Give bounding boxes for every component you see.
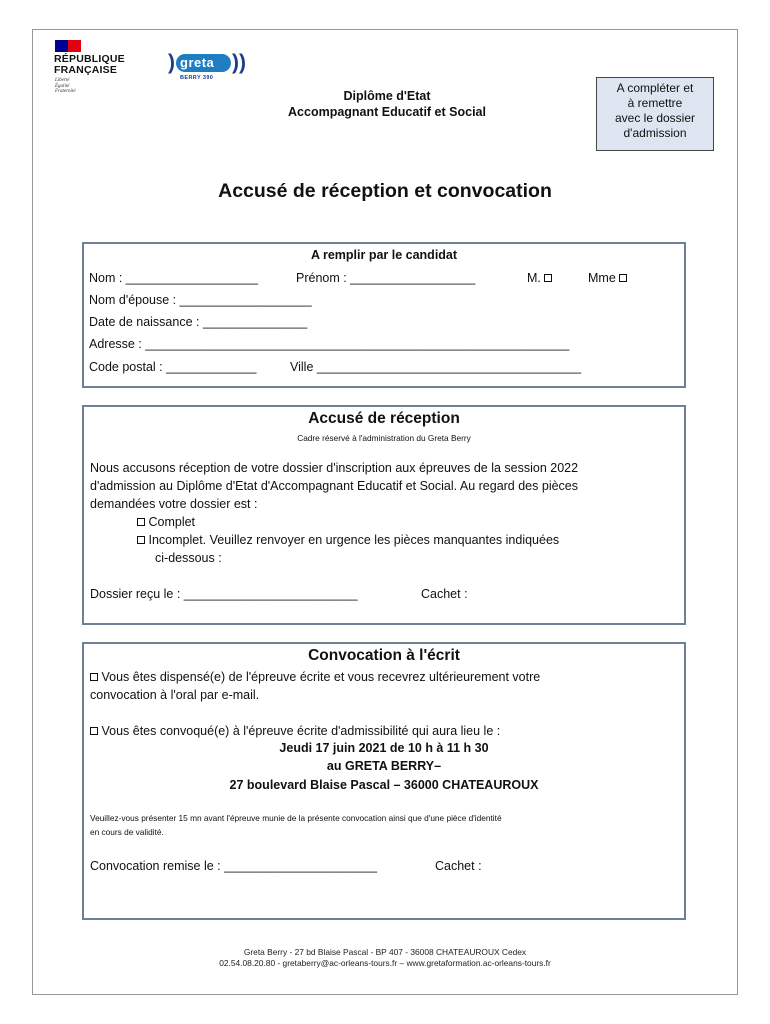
header-title-line1: Diplôme d'Etat — [343, 89, 431, 103]
exam-date: Jeudi 17 juin 2021 de 10 h à 11 h 30 — [279, 741, 489, 755]
convoque-checkbox[interactable] — [90, 727, 98, 735]
accuse-section — [82, 405, 686, 625]
incomplet-option-line2: ci-dessous : — [155, 551, 222, 565]
mme-checkbox-label[interactable]: Mme — [588, 271, 627, 286]
footer-contact: 02.54.08.20.80 - gretaberry@ac-orleans-tours.fr – www.gretaformation.ac-orleans-tours.fr — [219, 958, 551, 968]
accuse-section-subtitle: Cadre réservé à l'administration du Greta Berry — [297, 433, 471, 443]
candidate-section — [82, 242, 686, 388]
admission-note-box: A compléter et à remettre avec le dossier d'admission — [596, 77, 714, 151]
accuse-cachet-label: Cachet : — [421, 587, 468, 601]
m-checkbox[interactable] — [544, 274, 552, 282]
dossier-recu-field[interactable]: Dossier reçu le : _________________________ — [90, 587, 358, 601]
incomplet-checkbox[interactable] — [137, 536, 145, 544]
republique-francaise-logo-text: RÉPUBLIQUE FRANÇAISE — [54, 53, 125, 76]
exam-location: au GRETA BERRY– — [326, 759, 442, 773]
footer-address: Greta Berry - 27 bd Blaise Pascal - BP 407 - 36008 CHATEAUROUX Cedex — [243, 947, 527, 957]
greta-bracket-left: ) — [168, 51, 175, 74]
accuse-paragraph-line3: demandées votre dossier est : — [90, 497, 258, 511]
convocation-cachet-label: Cachet : — [435, 859, 482, 873]
accuse-paragraph-line2: d'admission au Diplôme d'Etat d'Accompagnant Educatif et Social. Au regard des pièces — [90, 479, 578, 493]
header-title-line2: Accompagnant Educatif et Social — [288, 105, 486, 119]
incomplet-option[interactable]: Incomplet. Veuillez renvoyer en urgence les pièces manquantes indiquées — [137, 533, 559, 548]
complet-option[interactable]: Complet — [137, 515, 195, 530]
convocation-section-title: Convocation à l'écrit — [308, 647, 460, 664]
greta-logo — [166, 51, 248, 85]
greta-bracket-right: )) — [232, 51, 246, 74]
adresse-field[interactable]: Adresse : _____________________________________________________________ — [89, 337, 570, 351]
prenom-field[interactable]: Prénom : __________________ — [296, 271, 476, 285]
mme-checkbox[interactable] — [619, 274, 627, 282]
convocation-remise-field[interactable]: Convocation remise le : ______________________ — [90, 859, 378, 873]
convocation-note-line1: Veuillez-vous présenter 15 mn avant l'épreuve munie de la présente convocation ainsi que d'une pièce d'identité — [90, 813, 502, 823]
complet-checkbox[interactable] — [137, 518, 145, 526]
ville-field[interactable]: Ville ______________________________________ — [290, 360, 582, 374]
republique-francaise-motto: Liberté Égalité Fraternité — [55, 78, 76, 94]
accuse-paragraph-line1: Nous accusons réception de votre dossier d'inscription aux épreuves de la session 2022 — [90, 461, 579, 475]
greta-logo-word: greta — [180, 55, 215, 70]
exam-address: 27 boulevard Blaise Pascal – 36000 CHATEAUROUX — [229, 778, 539, 792]
convocation-note-line2: en cours de validité. — [90, 827, 164, 837]
nom-epouse-field[interactable]: Nom d'épouse : ___________________ — [89, 293, 312, 307]
dispense-option-line2: convocation à l'oral par e-mail. — [90, 688, 260, 702]
nom-field[interactable]: Nom : ___________________ — [89, 271, 258, 285]
main-title: Accusé de réception et convocation — [218, 180, 552, 202]
candidate-section-title: A remplir par le candidat — [310, 248, 458, 262]
republique-francaise-flag — [55, 40, 81, 52]
code-postal-field[interactable]: Code postal : _____________ — [89, 360, 257, 374]
dispense-checkbox[interactable] — [90, 673, 98, 681]
date-naissance-field[interactable]: Date de naissance : _______________ — [89, 315, 308, 329]
m-checkbox-label[interactable]: M. — [527, 271, 552, 286]
convocation-section — [82, 642, 686, 920]
accuse-section-title: Accusé de réception — [308, 410, 460, 427]
dispense-option[interactable]: Vous êtes dispensé(e) de l'épreuve écrite et vous recevrez ultérieurement votre — [90, 670, 540, 685]
convoque-option[interactable]: Vous êtes convoqué(e) à l'épreuve écrite d'admissibilité qui aura lieu le : — [90, 724, 500, 739]
greta-logo-subtitle: BERRY 390 — [180, 75, 214, 81]
